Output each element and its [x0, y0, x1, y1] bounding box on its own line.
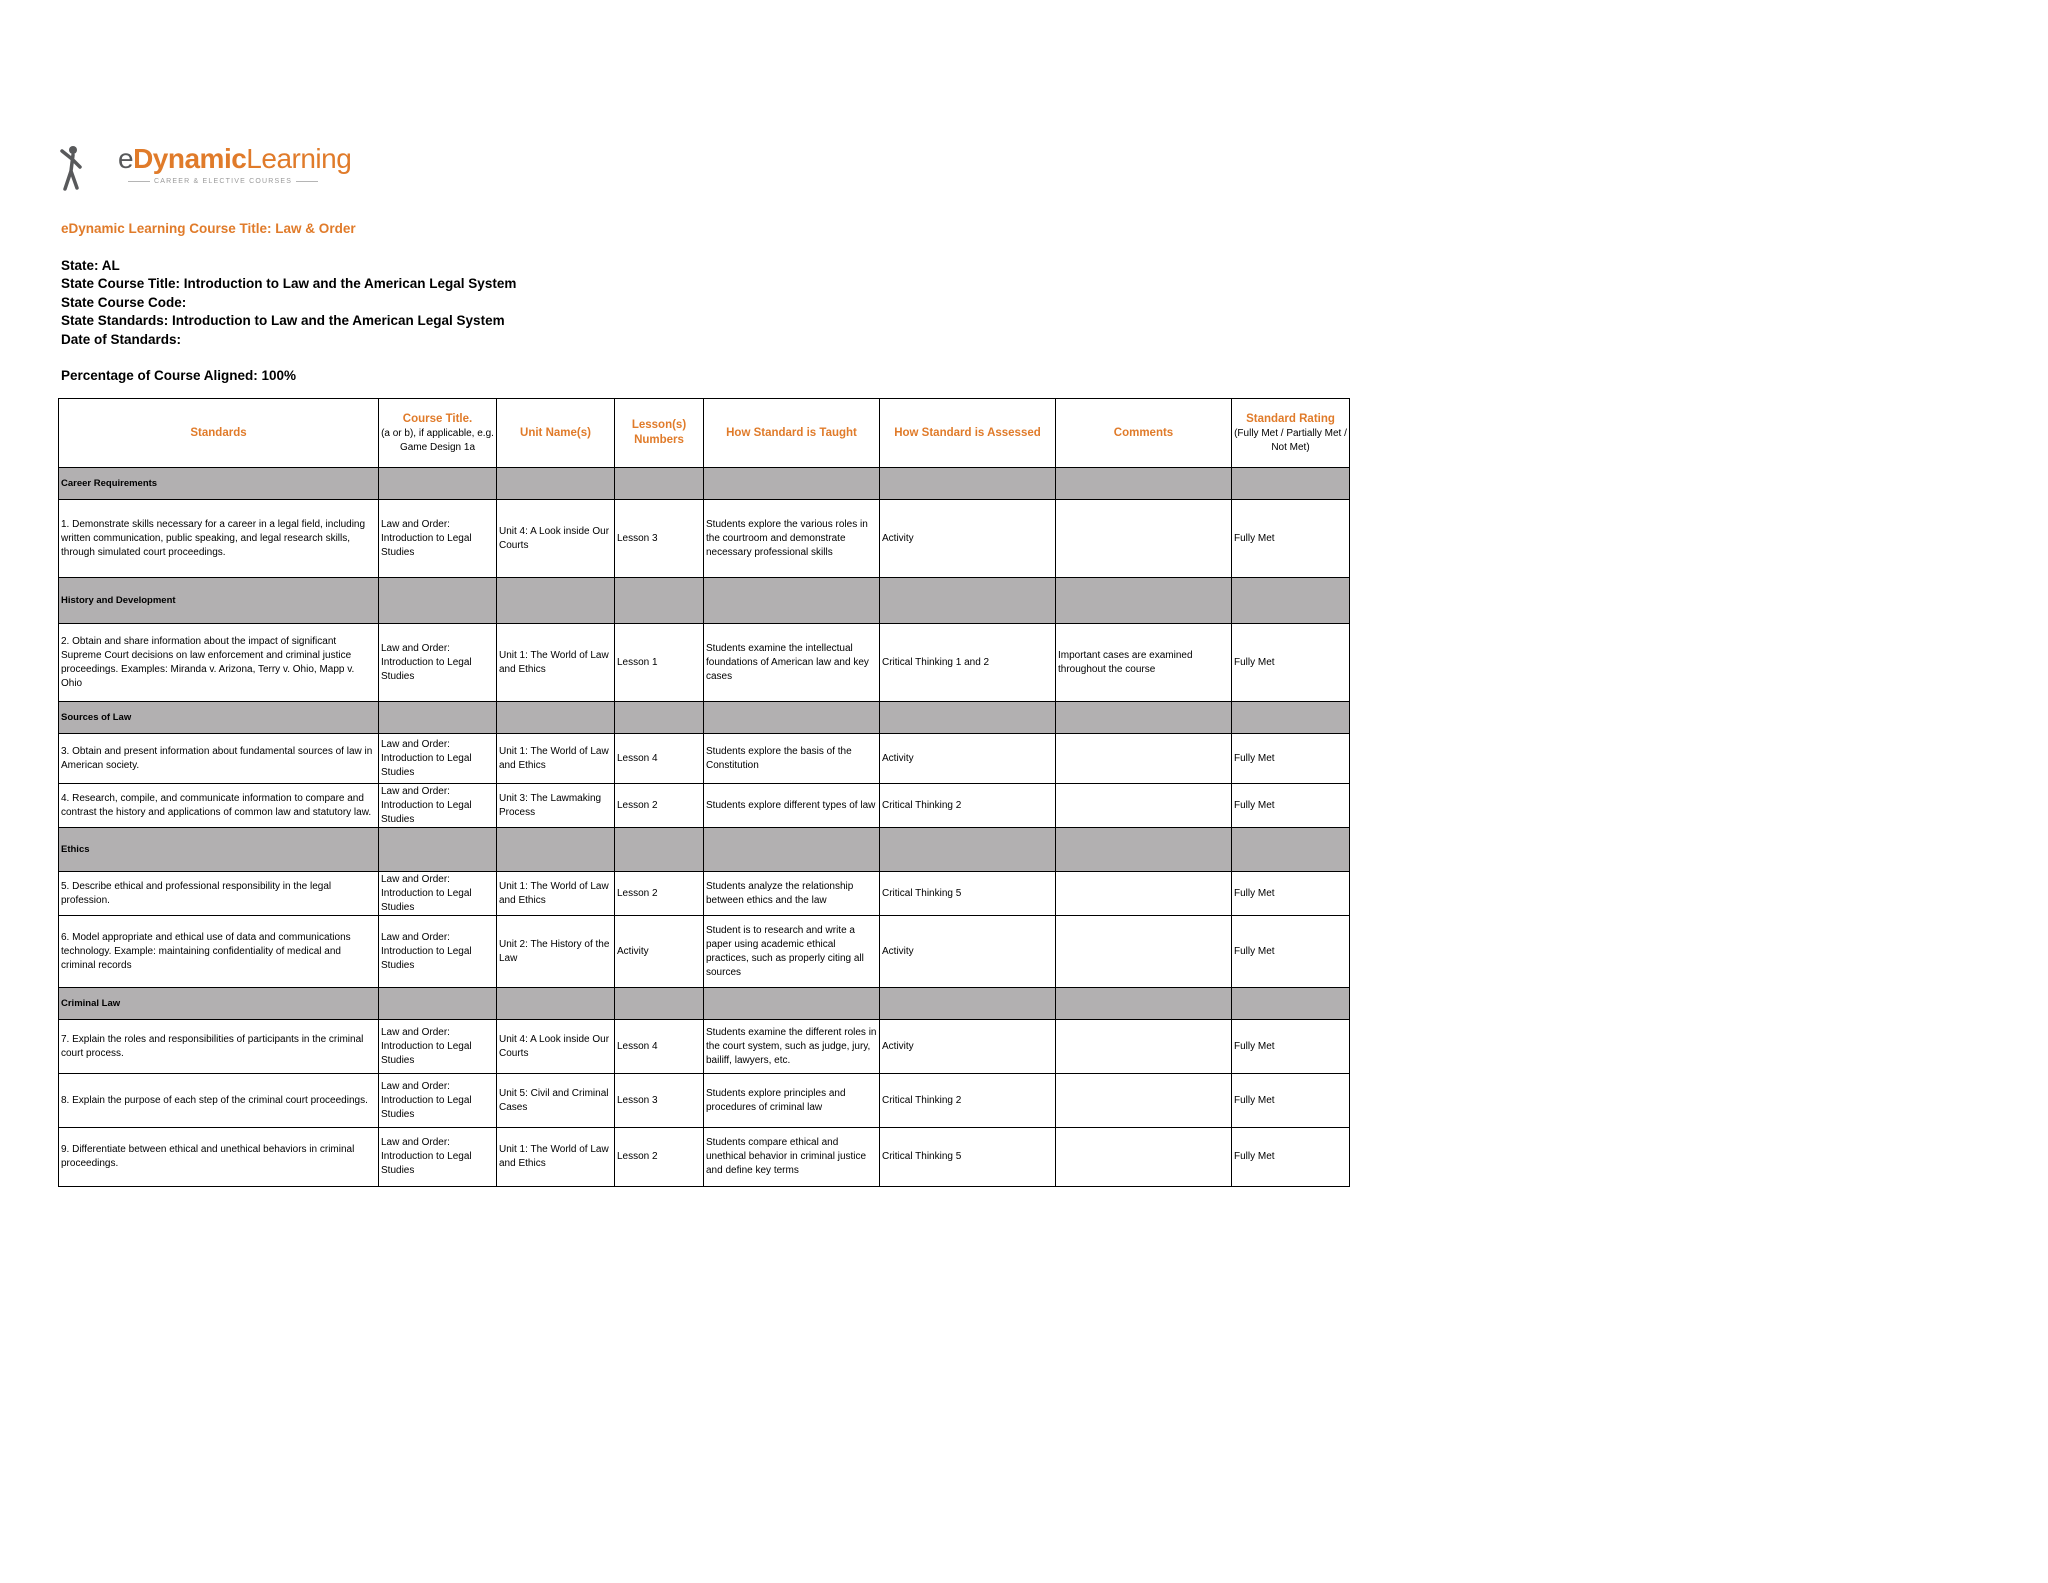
section-row: [59, 578, 1350, 624]
table-row: 9. Differentiate between ethical and unethical behaviors in criminal proceedings. Law and Order: Introduction to Legal Studies Unit 1: The World of Law and Ethics Lesson 2 Students compare ethical and unethical behavior in criminal justice and define key terms Critical Thinking 5 Fully Met: [59, 1128, 1350, 1187]
table-row: 5. Describe ethical and professional responsibility in the legal profession. Law and Order: Introduction to Legal Studies Unit 1: The World of Law and Ethics Lesson 2 Students analyze the relationship between ethics and the law Critical Thinking 5 Fully Met: [59, 872, 1350, 916]
table-row: 4. Research, compile, and communicate information to compare and contrast the history and applications of common law and statutory law. Law and Order: Introduction to Legal Studies Unit 3: The Lawmaking Process Lesson 2 Students explore different types of law Critical Thinking 2 Fully Met: [59, 784, 1350, 828]
section-label: Sources of Law: [59, 702, 379, 734]
course-title: eDynamic Learning Course Title: Law & Order: [61, 221, 356, 236]
col-course-title: Course Title. (a or b), if applicable, e.g. Game Design 1a: [379, 399, 497, 468]
logo-tagline: CAREER & ELECTIVE COURSES: [124, 178, 322, 185]
table-row: 3. Obtain and present information about fundamental sources of law in American society. Law and Order: Introduction to Legal Studies Unit 1: The World of Law and Ethics Lesson 4 Students explore the basis of the Constitution Activity Fully Met: [59, 734, 1350, 784]
logo-figure-icon: [56, 143, 106, 195]
table-row: 1. Demonstrate skills necessary for a career in a legal field, including written communication, public speaking, and legal research skills, through simulated court proceedings. Law and Order: Introduction to Legal Studies Unit 4: A Look inside Our Courts Lesson 3 Students explore the various roles in the courtroom and demonstrate necessary professional skills Activity Fully Met: [59, 500, 1350, 578]
col-standard-rating: Standard Rating (Fully Met / Partially Met / Not Met): [1232, 399, 1350, 468]
table-row: 7. Explain the roles and responsibilities of participants in the criminal court process. Law and Order: Introduction to Legal Studies Unit 4: A Look inside Our Courts Lesson 4 Students examine the different roles in the court system, such as judge, jury, bailiff, lawyers, etc. Activity Fully Met: [59, 1020, 1350, 1074]
col-unit-names: Unit Name(s): [497, 399, 615, 468]
section-label: History and Development: [59, 578, 379, 624]
section-label: Criminal Law: [59, 988, 379, 1020]
col-how-assessed: How Standard is Assessed: [880, 399, 1056, 468]
percentage-aligned: Percentage of Course Aligned: 100%: [61, 368, 297, 383]
table-row: 8. Explain the purpose of each step of the criminal court proceedings. Law and Order: Introduction to Legal Studies Unit 5: Civil and Criminal Cases Lesson 3 Students explore principles and procedures of criminal law Critical Thinking 2 Fully Met: [59, 1074, 1350, 1128]
col-lesson-numbers: Lesson(s) Numbers: [615, 399, 704, 468]
section-row: [59, 828, 1350, 872]
state-course-code: State Course Code:: [61, 294, 187, 310]
table-header-row: [59, 399, 1350, 468]
table-row: 2. Obtain and share information about the impact of significant Supreme Court decisions on law enforcement and criminal justice proceedings. Examples: Miranda v. Arizona, Terry v. Ohio, Mapp v. Ohio Law and Order: Introduction to Legal Studies Unit 1: The World of Law and Ethics Lesson 1 Students examine the intellectual foundations of American law and key cases Critical Thinking 1 and 2 Important cases are examined throughout the course Fully Met: [59, 624, 1350, 702]
section-row: [59, 988, 1350, 1020]
date-of-standards: Date of Standards:: [61, 331, 182, 347]
course-meta: [61, 257, 516, 349]
logo-wordmark: eDynamicLearning: [118, 143, 352, 174]
section-row: [59, 702, 1350, 734]
table-row: 6. Model appropriate and ethical use of data and communications technology. Example: maintaining confidentiality of medical and criminal records Law and Order: Introduction to Legal Studies Unit 2: The History of the Law Activity Student is to research and write a paper using academic ethical practices, such as properly citing all sources Activity Fully Met: [59, 916, 1350, 988]
col-standards: Standards: [59, 399, 379, 468]
section-label: Ethics: [59, 828, 379, 872]
state-standards: State Standards: Introduction to Law and the American Legal System: [61, 313, 505, 329]
state-course-title: State Course Title: Introduction to Law and the American Legal System: [61, 276, 517, 292]
col-how-taught: How Standard is Taught: [704, 399, 880, 468]
section-row: [59, 468, 1350, 500]
standards-table: [58, 398, 1350, 1187]
state: State: AL: [61, 258, 120, 273]
section-label: Career Requirements: [59, 468, 379, 500]
col-comments: Comments: [1056, 399, 1232, 468]
edynamic-logo: [56, 143, 352, 195]
